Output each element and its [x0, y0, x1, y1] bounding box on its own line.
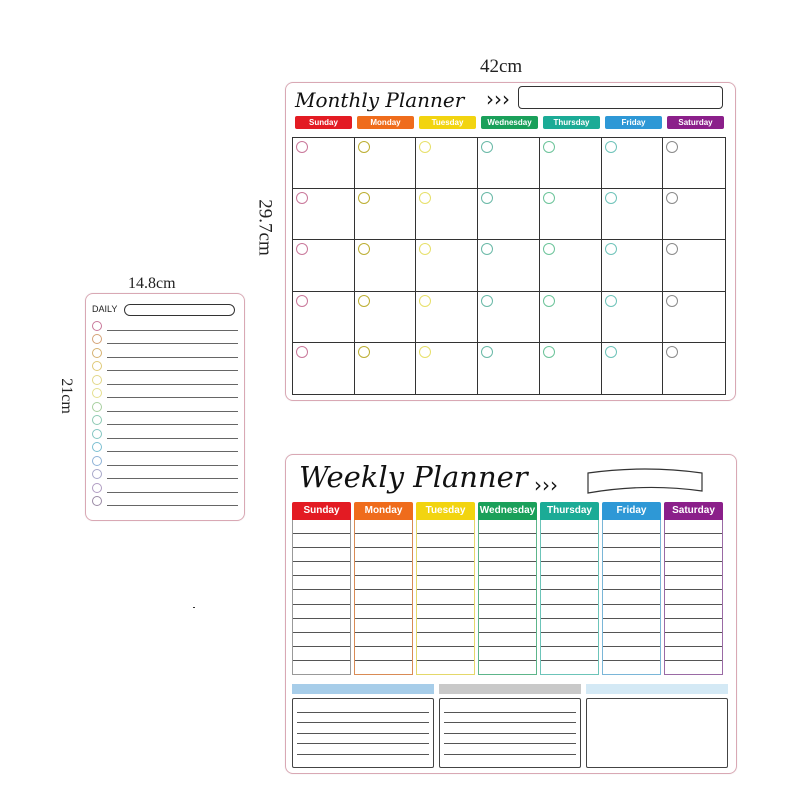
- daily-checklist-row: [92, 454, 238, 468]
- daily-width-label: 14.8cm: [128, 275, 176, 292]
- monthly-day-cell: [478, 343, 540, 394]
- date-circle-icon: [605, 192, 617, 204]
- writing-line: [541, 619, 598, 633]
- writing-line: [479, 633, 536, 647]
- daily-planner-board: [85, 293, 245, 521]
- writing-line: [479, 661, 536, 674]
- date-circle-icon: [296, 141, 308, 153]
- writing-line: [479, 590, 536, 604]
- weekly-column-wednesday: [478, 502, 537, 675]
- daily-checklist-row: [92, 319, 238, 333]
- monthly-day-cell: [478, 138, 540, 189]
- writing-line: [417, 661, 474, 674]
- checkbox-circle-icon: [92, 334, 102, 344]
- writing-line: [603, 590, 660, 604]
- checkbox-circle-icon: [92, 375, 102, 385]
- writing-line: [417, 520, 474, 534]
- daily-checklist: [92, 319, 238, 508]
- writing-line: [541, 520, 598, 534]
- date-circle-icon: [419, 192, 431, 204]
- writing-line: [107, 397, 238, 398]
- writing-line: [107, 451, 238, 452]
- weekly-column-lines: [416, 520, 475, 675]
- monthly-day-cell: [602, 343, 664, 394]
- writing-line: [444, 713, 576, 724]
- weekly-column-lines: [354, 520, 413, 675]
- writing-line: [355, 534, 412, 548]
- writing-line: [479, 520, 536, 534]
- writing-line: [665, 619, 722, 633]
- weekly-notes-box-2: [439, 698, 581, 768]
- monthly-name-box: [518, 86, 723, 109]
- writing-line: [603, 576, 660, 590]
- checkbox-circle-icon: [92, 496, 102, 506]
- date-circle-icon: [358, 192, 370, 204]
- writing-line: [665, 661, 722, 674]
- writing-line: [293, 619, 350, 633]
- writing-line: [107, 492, 238, 493]
- monthly-day-header-wednesday: Wednesday: [481, 116, 538, 129]
- writing-line: [541, 661, 598, 674]
- weekly-section-bar: [439, 684, 581, 694]
- date-circle-icon: [358, 346, 370, 358]
- monthly-day-header-monday: Monday: [357, 116, 414, 129]
- monthly-day-cell: [663, 343, 725, 394]
- monthly-day-cell: [602, 138, 664, 189]
- daily-checklist-row: [92, 360, 238, 374]
- monthly-day-cell: [478, 189, 540, 240]
- date-circle-icon: [605, 243, 617, 255]
- monthly-day-cell: [293, 343, 355, 394]
- daily-checklist-row: [92, 373, 238, 387]
- writing-line: [355, 633, 412, 647]
- writing-line: [417, 590, 474, 604]
- writing-line: [417, 605, 474, 619]
- weekly-day-header-monday: Monday: [354, 502, 413, 520]
- writing-line: [603, 562, 660, 576]
- monthly-day-cell: [355, 343, 417, 394]
- weekly-column-lines: [602, 520, 661, 675]
- writing-line: [603, 647, 660, 661]
- writing-line: [417, 548, 474, 562]
- monthly-day-cell: [663, 189, 725, 240]
- monthly-day-cell: [416, 292, 478, 343]
- monthly-day-cell: [355, 138, 417, 189]
- writing-line: [541, 534, 598, 548]
- date-circle-icon: [419, 295, 431, 307]
- date-circle-icon: [481, 295, 493, 307]
- writing-line: [355, 576, 412, 590]
- writing-line: [541, 590, 598, 604]
- date-circle-icon: [543, 295, 555, 307]
- monthly-day-cell: [293, 292, 355, 343]
- weekly-section-bar: [292, 684, 434, 694]
- date-circle-icon: [543, 141, 555, 153]
- writing-line: [417, 647, 474, 661]
- monthly-day-header-sunday: Sunday: [295, 116, 352, 129]
- date-circle-icon: [481, 141, 493, 153]
- writing-line: [293, 633, 350, 647]
- daily-checklist-row: [92, 387, 238, 401]
- writing-line: [417, 534, 474, 548]
- monthly-day-cell: [602, 240, 664, 291]
- writing-line: [355, 647, 412, 661]
- writing-line: [293, 562, 350, 576]
- writing-line: [107, 384, 238, 385]
- writing-line: [444, 723, 576, 734]
- writing-line: [665, 605, 722, 619]
- writing-line: [665, 576, 722, 590]
- monthly-day-cell: [355, 292, 417, 343]
- writing-line: [603, 520, 660, 534]
- date-circle-icon: [543, 346, 555, 358]
- writing-line: [107, 330, 238, 331]
- monthly-day-cell: [540, 343, 602, 394]
- writing-line: [297, 723, 429, 734]
- checkbox-circle-icon: [92, 456, 102, 466]
- writing-line: [107, 424, 238, 425]
- date-circle-icon: [543, 243, 555, 255]
- date-circle-icon: [419, 141, 431, 153]
- writing-line: [293, 548, 350, 562]
- writing-line: [479, 647, 536, 661]
- monthly-day-cell: [663, 240, 725, 291]
- daily-title: DAILY: [92, 304, 118, 314]
- checkbox-circle-icon: [92, 442, 102, 452]
- monthly-planner-board: [285, 82, 736, 401]
- monthly-day-cell: [602, 189, 664, 240]
- writing-line: [297, 755, 429, 765]
- writing-line: [479, 534, 536, 548]
- writing-line: [355, 605, 412, 619]
- weekly-day-header-thursday: Thursday: [540, 502, 599, 520]
- writing-line: [444, 755, 576, 765]
- checkbox-circle-icon: [92, 361, 102, 371]
- monthly-day-header-saturday: Saturday: [667, 116, 724, 129]
- weekly-day-header-saturday: Saturday: [664, 502, 723, 520]
- date-circle-icon: [666, 243, 678, 255]
- monthly-day-cell: [540, 292, 602, 343]
- monthly-day-cell: [478, 292, 540, 343]
- date-circle-icon: [605, 295, 617, 307]
- monthly-chevron-icon: ›››: [486, 87, 510, 111]
- weekly-column-lines: [664, 520, 723, 675]
- writing-line: [293, 590, 350, 604]
- writing-line: [417, 576, 474, 590]
- writing-line: [479, 562, 536, 576]
- daily-height-label: 21cm: [57, 378, 75, 414]
- date-circle-icon: [666, 141, 678, 153]
- writing-line: [293, 576, 350, 590]
- monthly-day-cell: [293, 189, 355, 240]
- writing-line: [665, 633, 722, 647]
- monthly-day-header-thursday: Thursday: [543, 116, 600, 129]
- weekly-name-banner: [586, 465, 704, 495]
- date-circle-icon: [543, 192, 555, 204]
- writing-line: [355, 590, 412, 604]
- writing-line: [293, 520, 350, 534]
- writing-line: [293, 647, 350, 661]
- checkbox-circle-icon: [92, 348, 102, 358]
- writing-line: [603, 534, 660, 548]
- writing-line: [603, 661, 660, 674]
- writing-line: [355, 520, 412, 534]
- writing-line: [297, 713, 429, 724]
- weekly-day-header-sunday: Sunday: [292, 502, 351, 520]
- checkbox-circle-icon: [92, 388, 102, 398]
- writing-line: [541, 633, 598, 647]
- writing-line: [355, 619, 412, 633]
- weekly-column-lines: [292, 520, 351, 675]
- writing-line: [603, 548, 660, 562]
- monthly-day-cell: [416, 138, 478, 189]
- writing-line: [107, 357, 238, 358]
- date-circle-icon: [666, 192, 678, 204]
- weekly-column-monday: [354, 502, 413, 675]
- checkbox-circle-icon: [92, 321, 102, 331]
- date-circle-icon: [605, 346, 617, 358]
- date-circle-icon: [419, 243, 431, 255]
- monthly-day-header-tuesday: Tuesday: [419, 116, 476, 129]
- monthly-day-cell: [540, 138, 602, 189]
- date-circle-icon: [296, 243, 308, 255]
- weekly-column-lines: [540, 520, 599, 675]
- writing-line: [355, 661, 412, 674]
- monthly-planner-title: Monthly Planner: [295, 88, 465, 112]
- daily-checklist-row: [92, 441, 238, 455]
- writing-line: [417, 633, 474, 647]
- writing-line: [541, 576, 598, 590]
- monthly-day-cell: [478, 240, 540, 291]
- monthly-day-cell: [355, 189, 417, 240]
- date-circle-icon: [481, 192, 493, 204]
- writing-line: [665, 520, 722, 534]
- writing-line: [107, 465, 238, 466]
- daily-checklist-row: [92, 468, 238, 482]
- weekly-day-header-friday: Friday: [602, 502, 661, 520]
- weekly-column-sunday: [292, 502, 351, 675]
- monthly-day-cell: [540, 240, 602, 291]
- writing-line: [107, 343, 238, 344]
- weekly-chevron-icon: ›››: [534, 473, 558, 497]
- writing-line: [479, 548, 536, 562]
- date-circle-icon: [605, 141, 617, 153]
- daily-checklist-row: [92, 495, 238, 509]
- writing-line: [444, 744, 576, 755]
- date-circle-icon: [666, 346, 678, 358]
- daily-name-box: [124, 304, 235, 316]
- writing-line: [107, 411, 238, 412]
- daily-checklist-row: [92, 400, 238, 414]
- writing-line: [665, 590, 722, 604]
- checkbox-circle-icon: [92, 483, 102, 493]
- monthly-day-cell: [416, 240, 478, 291]
- date-circle-icon: [296, 346, 308, 358]
- writing-line: [479, 619, 536, 633]
- writing-line: [417, 562, 474, 576]
- writing-line: [355, 562, 412, 576]
- writing-line: [541, 605, 598, 619]
- writing-line: [541, 562, 598, 576]
- monthly-day-header-friday: Friday: [605, 116, 662, 129]
- writing-line: [293, 661, 350, 674]
- weekly-notes-box-3: [586, 698, 728, 768]
- writing-line: [297, 702, 429, 713]
- monthly-day-cell: [416, 343, 478, 394]
- monthly-day-cell: [416, 189, 478, 240]
- writing-line: [297, 734, 429, 745]
- writing-line: [107, 505, 238, 506]
- weekly-planner-title: Weekly Planner: [299, 460, 528, 494]
- writing-line: [107, 370, 238, 371]
- monthly-height-label: 29.7cm: [254, 199, 276, 256]
- daily-checklist-row: [92, 346, 238, 360]
- monthly-day-cell: [602, 292, 664, 343]
- writing-line: [603, 633, 660, 647]
- weekly-section-bars: [292, 684, 728, 694]
- checkbox-circle-icon: [92, 469, 102, 479]
- writing-line: [444, 702, 576, 713]
- writing-line: [603, 619, 660, 633]
- date-circle-icon: [296, 295, 308, 307]
- weekly-column-friday: [602, 502, 661, 675]
- monthly-calendar-grid: [292, 137, 726, 395]
- writing-line: [665, 534, 722, 548]
- daily-checklist-row: [92, 414, 238, 428]
- weekly-notes-box-1: [292, 698, 434, 768]
- writing-line: [665, 562, 722, 576]
- monthly-day-cell: [355, 240, 417, 291]
- date-circle-icon: [666, 295, 678, 307]
- monthly-day-cell: [293, 240, 355, 291]
- writing-line: [541, 647, 598, 661]
- date-circle-icon: [358, 141, 370, 153]
- weekly-day-header-wednesday: Wednesday: [478, 502, 537, 520]
- checkbox-circle-icon: [92, 402, 102, 412]
- checkbox-circle-icon: [92, 429, 102, 439]
- date-circle-icon: [358, 295, 370, 307]
- daily-checklist-row: [92, 333, 238, 347]
- date-circle-icon: [296, 192, 308, 204]
- weekly-column-lines: [478, 520, 537, 675]
- writing-line: [355, 548, 412, 562]
- weekly-day-columns: [292, 502, 723, 675]
- weekly-column-tuesday: [416, 502, 475, 675]
- monthly-day-cell: [540, 189, 602, 240]
- date-circle-icon: [481, 243, 493, 255]
- writing-line: [665, 647, 722, 661]
- date-circle-icon: [419, 346, 431, 358]
- daily-checklist-row: [92, 481, 238, 495]
- writing-line: [479, 576, 536, 590]
- monthly-width-label: 42cm: [480, 56, 523, 77]
- writing-line: [297, 744, 429, 755]
- writing-line: [665, 548, 722, 562]
- writing-line: [417, 619, 474, 633]
- writing-line: [293, 534, 350, 548]
- monthly-day-cell: [663, 292, 725, 343]
- writing-line: [603, 605, 660, 619]
- weekly-note-boxes: [292, 698, 728, 768]
- date-circle-icon: [358, 243, 370, 255]
- stray-dot: [193, 607, 195, 608]
- monthly-day-cell: [293, 138, 355, 189]
- checkbox-circle-icon: [92, 415, 102, 425]
- weekly-day-header-tuesday: Tuesday: [416, 502, 475, 520]
- daily-checklist-row: [92, 427, 238, 441]
- writing-line: [479, 605, 536, 619]
- writing-line: [107, 438, 238, 439]
- monthly-day-cell: [663, 138, 725, 189]
- weekly-planner-board: [285, 454, 737, 774]
- weekly-column-thursday: [540, 502, 599, 675]
- writing-line: [444, 734, 576, 745]
- monthly-day-headers: [295, 116, 724, 129]
- writing-line: [541, 548, 598, 562]
- date-circle-icon: [481, 346, 493, 358]
- weekly-column-saturday: [664, 502, 723, 675]
- writing-line: [107, 478, 238, 479]
- weekly-section-bar: [586, 684, 728, 694]
- writing-line: [293, 605, 350, 619]
